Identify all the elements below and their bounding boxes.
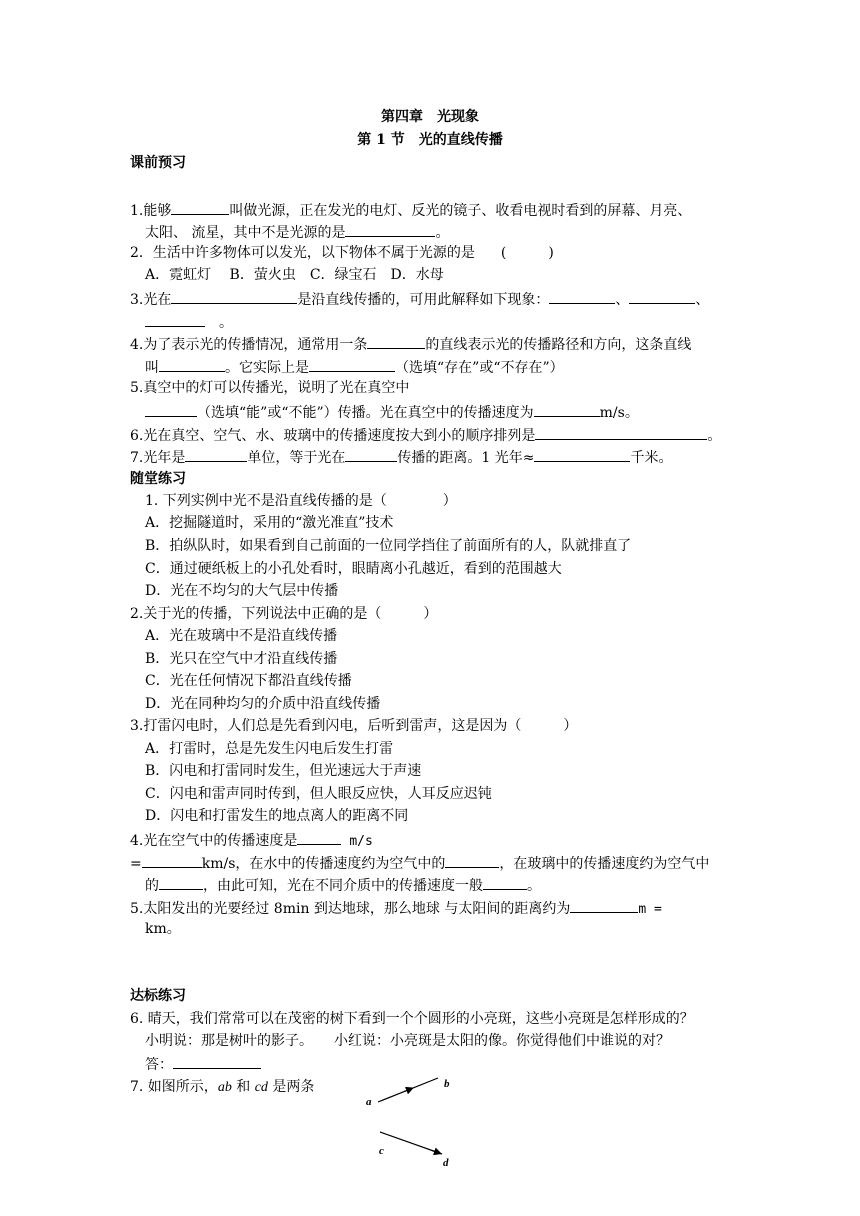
choice-option[interactable]: B．光只在空气中才沿直线传播 bbox=[145, 651, 338, 667]
choice-option[interactable]: C．通过硬纸板上的小孔处看时，眼睛离小孔越近，看到的范围越大 bbox=[145, 561, 562, 577]
preview-q2-options: A．霓虹灯 B．萤火虫 C．绿宝石 D．水母 bbox=[145, 267, 444, 283]
answer-blank[interactable] bbox=[145, 401, 197, 417]
choice-option[interactable]: A．挖掘隧道时，采用的“激光准直”技术 bbox=[145, 515, 394, 531]
answer-blank[interactable] bbox=[173, 1053, 261, 1069]
target-q6: 6. 晴天，我们常常可以在茂密的树下看到一个个圆形的小亮斑，这些小亮斑是怎样形成的？ bbox=[130, 1011, 694, 1027]
choice-option[interactable]: B．闪电和打雷同时发生，但光速远大于声速 bbox=[145, 763, 422, 779]
answer-blank[interactable] bbox=[159, 874, 203, 890]
target-heading: 达标练习 bbox=[130, 988, 186, 1004]
preview-q4: 4.为了表示光的传播情况，通常用一条 的直线表示光的传播路径和方向，这条直线 bbox=[130, 333, 691, 355]
label-b: b bbox=[444, 1078, 450, 1090]
answer-blank[interactable] bbox=[629, 288, 695, 304]
chapter-title: 第四章 光现象 bbox=[381, 109, 479, 125]
preview-q5-line2: （选填“能”或“不能”）传播。光在真空中的传播速度为 m/s。 bbox=[145, 401, 639, 423]
answer-blank[interactable] bbox=[549, 288, 615, 304]
preview-q1-line2: 太阳、 流星，其中不是光源的是 。 bbox=[145, 221, 449, 243]
classwork-heading: 随堂练习 bbox=[130, 471, 186, 487]
answer-blank[interactable] bbox=[367, 333, 425, 349]
answer-blank[interactable] bbox=[535, 424, 707, 440]
choice-option[interactable]: D．光在同种均匀的介质中沿直线传播 bbox=[145, 696, 381, 712]
rays-figure bbox=[360, 1070, 470, 1174]
preview-q4-line2: 叫 。它实际上是 （选填“存在”或“不存在”） bbox=[145, 356, 564, 378]
target-q6-line2: 小明说：那是树叶的影子。 小红说：小亮斑是太阳的像。你觉得他们中谁说的对？ bbox=[145, 1033, 670, 1049]
ray-ab-arrow bbox=[404, 1088, 412, 1091]
choice-option[interactable]: A．光在玻璃中不是沿直线传播 bbox=[145, 628, 338, 644]
answer-blank[interactable] bbox=[534, 446, 630, 462]
classwork-q5-line2: km。 bbox=[145, 921, 181, 937]
ray-cd-arrow bbox=[432, 1151, 440, 1154]
answer-blank[interactable] bbox=[483, 874, 527, 890]
preview-q1-line1: 1.能够 叫做光源，正在发光的电灯、反光的镜子、收看电视时看到的屏幕、月亮、 bbox=[130, 199, 691, 221]
choice-option[interactable]: D．闪电和打雷发生的地点离人的距离不同 bbox=[145, 808, 409, 824]
classwork-q1: 1. 下列实例中光不是沿直线传播的是（ ） bbox=[145, 493, 457, 509]
choice-option[interactable]: A．打雷时，总是先发生闪电后发生打雷 bbox=[145, 741, 394, 757]
answer-blank[interactable] bbox=[142, 852, 202, 868]
preview-q5: 5.真空中的灯可以传播光，说明了光在真空中 bbox=[130, 380, 410, 396]
classwork-q4-line3: 的 ，由此可知，光在不同介质中的传播速度一般 。 bbox=[145, 874, 541, 896]
answer-blank[interactable] bbox=[445, 852, 499, 868]
choice-option[interactable]: C．闪电和雷声同时传到，但人眼反应快，人耳反应迟钝 bbox=[145, 786, 492, 802]
label-c: c bbox=[379, 1145, 384, 1157]
preview-q6: 6.光在真空、空气、水、玻璃中的传播速度按大到小的顺序排列是 。 bbox=[130, 424, 721, 446]
preview-q2: 2．生活中许多物体可以发光，以下物体不属于光源的是 ( ) bbox=[130, 245, 554, 261]
answer-blank[interactable] bbox=[171, 288, 297, 304]
answer-blank[interactable] bbox=[171, 199, 229, 215]
classwork-q2: 2.关于光的传播，下列说法中正确的是（ ） bbox=[130, 606, 438, 622]
preview-heading: 课前预习 bbox=[130, 155, 186, 171]
answer-blank[interactable] bbox=[570, 897, 638, 913]
answer-blank[interactable] bbox=[185, 446, 247, 462]
answer-blank[interactable] bbox=[159, 356, 225, 372]
answer-blank[interactable] bbox=[534, 401, 600, 417]
choice-option[interactable]: B．拍纵队时，如果看到自己前面的一位同学挡住了前面所有的人，队就排直了 bbox=[145, 538, 632, 554]
preview-q3-line2: 。 bbox=[145, 311, 233, 333]
classwork-q4: 4.光在空气中的传播速度是 m/s bbox=[130, 829, 373, 852]
answer-blank[interactable] bbox=[345, 221, 435, 237]
answer-blank[interactable] bbox=[297, 829, 341, 845]
answer-blank[interactable] bbox=[145, 311, 205, 327]
target-q7: 7. 如图所示，ab 和 cd 是两条 bbox=[130, 1079, 315, 1095]
classwork-q5: 5.太阳发出的光要经过 8min 到达地球，那么地球 与太阳间的距离约为 m = bbox=[130, 897, 662, 920]
label-a: a bbox=[366, 1096, 372, 1108]
classwork-q3: 3.打雷闪电时，人们总是先看到闪电，后听到雷声，这是因为（ ） bbox=[130, 718, 578, 734]
preview-q3: 3.光在 是沿直线传播的，可用此解释如下现象： 、 、 bbox=[130, 288, 709, 310]
label-d: d bbox=[443, 1157, 449, 1169]
target-q6-answer: 答： bbox=[145, 1053, 261, 1075]
classwork-q4-line2: = km/s，在水中的传播速度约为空气中的 ，在玻璃中的传播速度约为空气中 bbox=[130, 852, 709, 874]
section-title: 第 1 节 光的直线传播 bbox=[357, 132, 503, 148]
choice-option[interactable]: D．光在不均匀的大气层中传播 bbox=[145, 583, 339, 599]
answer-blank[interactable] bbox=[345, 446, 397, 462]
choice-option[interactable]: C．光在任何情况下都沿直线传播 bbox=[145, 673, 352, 689]
preview-q7: 7.光年是 单位，等于光在 传播的距离。1 光年≈ 千米。 bbox=[130, 446, 672, 468]
answer-blank[interactable] bbox=[309, 356, 395, 372]
